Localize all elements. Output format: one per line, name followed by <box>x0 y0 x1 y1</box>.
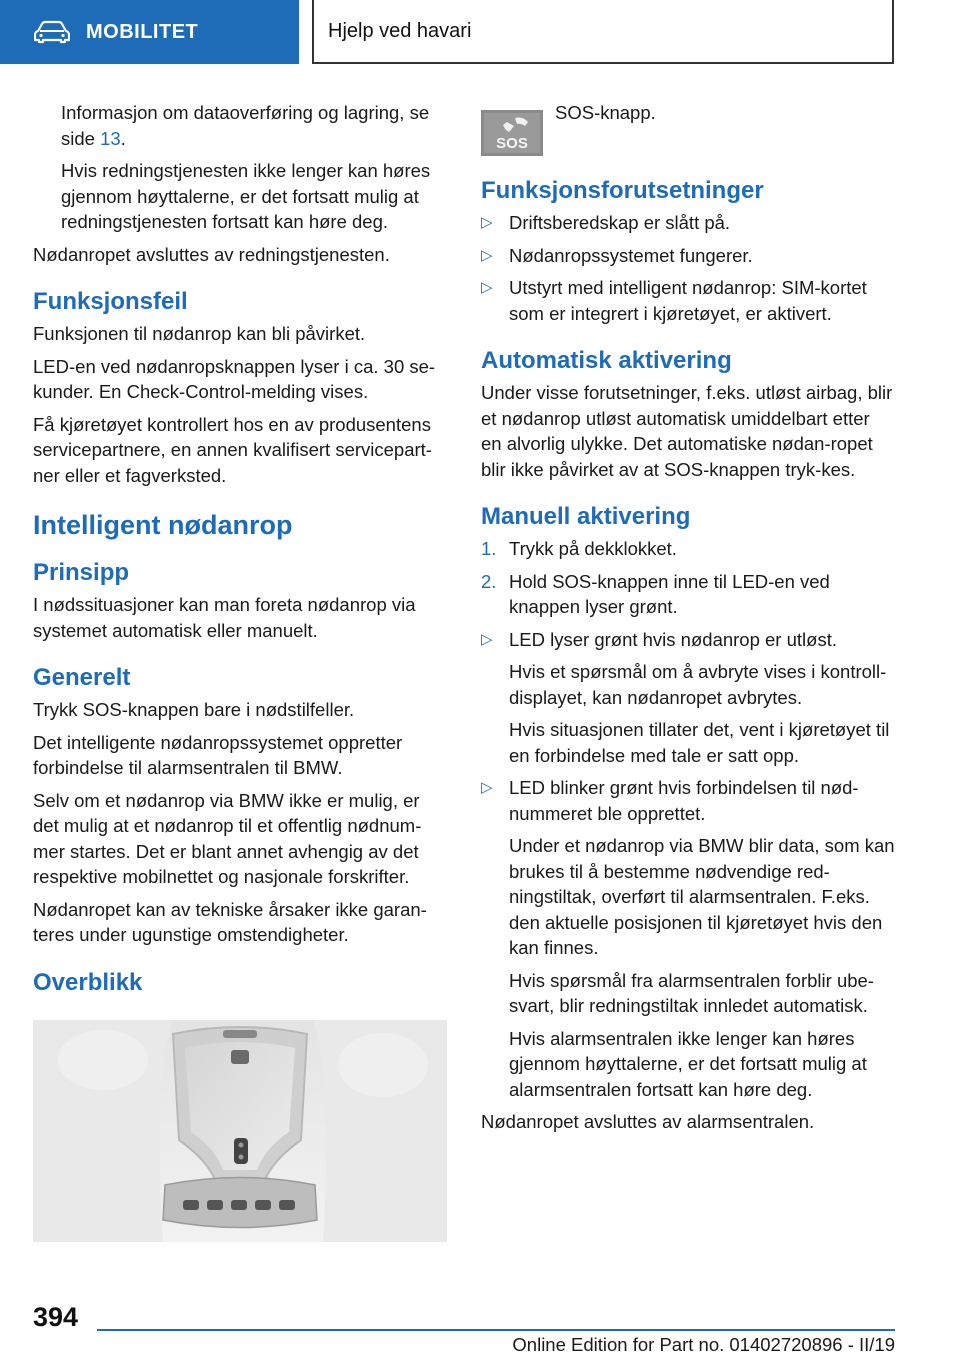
paragraph: Informasjon om dataoverføring og lagring, se side 13. <box>61 102 430 149</box>
heading-funksjonsforutsetninger: Funksjonsforutsetninger <box>481 177 764 204</box>
svg-text:SOS: SOS <box>496 135 528 152</box>
section-tab <box>0 0 299 64</box>
paragraph: Hvis spørsmål fra alarmsentralen forblir ube-svart, blir redningstiltak innledet automatisk. <box>509 969 874 1016</box>
paragraph: Hvis situasjonen tillater det, vent i kjøretøyet til en forbindelse med tale er satt opp. <box>509 719 890 766</box>
left-column <box>33 100 447 1248</box>
page-link[interactable]: 13 <box>100 127 121 149</box>
heading-prinsipp: Prinsipp <box>33 559 130 586</box>
heading-automatisk-aktivering: Automatisk aktivering <box>481 347 732 374</box>
heading-intelligent-nodanrop: Intelligent nødanrop <box>33 510 293 540</box>
triangle-bullet-icon: ▷ <box>481 779 493 796</box>
list-item: ▷ LED lyser grønt hvis nødanrop er utløst. Hvis et spørsmål om å avbryte vises i kontroll-displayet, kan nødanropet avbrytes. Hvis situasjonen tillater det, vent i kjøretøyet til en forbindelse med tale er satt opp. <box>481 627 895 769</box>
triangle-bullet-icon: ▷ <box>481 630 493 648</box>
paragraph: I nødssituasjoner kan man foreta nødanrop via systemet automatisk eller manuelt. <box>33 594 416 641</box>
step-item: 2. Hold SOS-knappen inne til LED-en ved knappen lyser grønt. <box>481 570 830 617</box>
heading-funksjonsfeil: Funksjonsfeil <box>33 288 188 315</box>
heading-manuell-aktivering: Manuell aktivering <box>481 503 691 530</box>
list-item: ▷ LED blinker grønt hvis forbindelsen til nød-nummeret ble opprettet. Under et nødanrop via BMW blir data, som kan brukes til å bestemme nødvendige red-ningstiltak, overført til alarmsentralen. F.eks. den aktuelle posisjonen til kjøretøyet hvis den kan finnes. Hvis spørsmål fra alarmsentralen forblir ube-svart, blir redningstiltak innledet automatisk. Hvis alarmsentralen ikke lenger kan høres gjennom høyttalerne, er det fortsatt mulig at alarmsentralen fortsatt kan høre deg. <box>481 775 895 1102</box>
list-item: ▷ Utstyrt med intelligent nødanrop: SIM-kortet som er integrert i kjøretøyet, er aktivert. <box>481 277 867 324</box>
triangle-bullet-icon: ▷ <box>481 214 493 231</box>
paragraph: Funksjonen til nødanrop kan bli påvirket. <box>33 323 366 344</box>
paragraph: Hvis alarmsentralen ikke lenger kan høres gjennom høyttalerne, er det fortsatt mulig at alarmsentralen fortsatt kan høre deg. <box>509 1027 867 1100</box>
paragraph: LED-en ved nødanropsknappen lyser i ca. 30 se-kunder. En Check-Control-melding vises. <box>33 355 436 402</box>
paragraph: Det intelligente nødanropssystemet oppretter forbindelse til alarmsentralen til BMW. <box>33 731 403 778</box>
edition-text: Online Edition for Part no. 01402720896 - II/19 <box>512 1334 895 1355</box>
paragraph: Under visse forutsetninger, f.eks. utløst airbag, blir et nødanrop utløst automatisk umiddelbart etter en alvorlig ulykke. Det automatiske nødan-ropet blir ikke påvirket av at SOS-knappen tryk-kes. <box>481 382 893 480</box>
triangle-bullet-icon: ▷ <box>481 246 493 264</box>
roof-console-illustration <box>33 1020 447 1242</box>
list-item: ▷ Nødanropssystemet fungerer. <box>481 243 895 269</box>
paragraph: Selv om et nødanrop via BMW ikke er mulig, er det mulig at et nødanrop til et offentlig nødnum-mer startes. Det er blant annet avhengig av det respektive mobilnettet og nasjonale forskrifter. <box>33 789 422 887</box>
list-item: ▷ Driftsberedskap er slått på. <box>481 210 895 236</box>
sos-caption: SOS-knapp. <box>555 102 656 123</box>
page-number: 394 <box>33 1302 79 1332</box>
footer-divider <box>97 1329 895 1331</box>
sos-button-icon <box>481 110 543 156</box>
paragraph: Nødanropet avsluttes av alarmsentralen. <box>481 1111 815 1132</box>
chapter-title-box <box>312 0 894 64</box>
paragraph: Få kjøretøyet kontrollert hos en av produsentens servicepartnere, en annen kvalifisert servicepart-ner eller et fagverksted. <box>33 413 432 486</box>
sos-legend <box>481 100 895 156</box>
car-icon <box>34 20 70 44</box>
paragraph: Nødanropet avsluttes av redningstjenesten. <box>33 243 390 265</box>
paragraph: Under et nødanrop via BMW blir data, som kan brukes til å bestemme nødvendige red-ningstiltak, overført til alarmsentralen. F.eks. den aktuelle posisjonen til kjøretøyet hvis den kan finnes. <box>509 835 895 958</box>
paragraph: Trykk SOS-knappen bare i nødstilfeller. <box>33 699 355 720</box>
requirements-list <box>481 210 895 326</box>
chapter-title: Hjelp ved havari <box>328 19 472 42</box>
right-column <box>481 100 895 1142</box>
paragraph: Hvis redningstjenesten ikke lenger kan høres gjennom høyttalerne, er det fortsatt mulig at redningstjenesten fortsatt kan høre deg. <box>61 160 431 232</box>
heading-overblikk: Overblikk <box>33 968 143 996</box>
triangle-bullet-icon: ▷ <box>481 279 493 296</box>
step-item: 1. Trykk på dekklokket. <box>481 538 677 559</box>
steps-list <box>481 536 895 1102</box>
heading-generelt: Generelt <box>33 664 131 691</box>
section-title: MOBILITET <box>86 20 199 43</box>
paragraph: Hvis et spørsmål om å avbryte vises i kontroll-displayet, kan nødanropet avbrytes. <box>509 661 887 708</box>
paragraph: Nødanropet kan av tekniske årsaker ikke garan-teres under ugunstige omstendigheter. <box>33 898 427 945</box>
